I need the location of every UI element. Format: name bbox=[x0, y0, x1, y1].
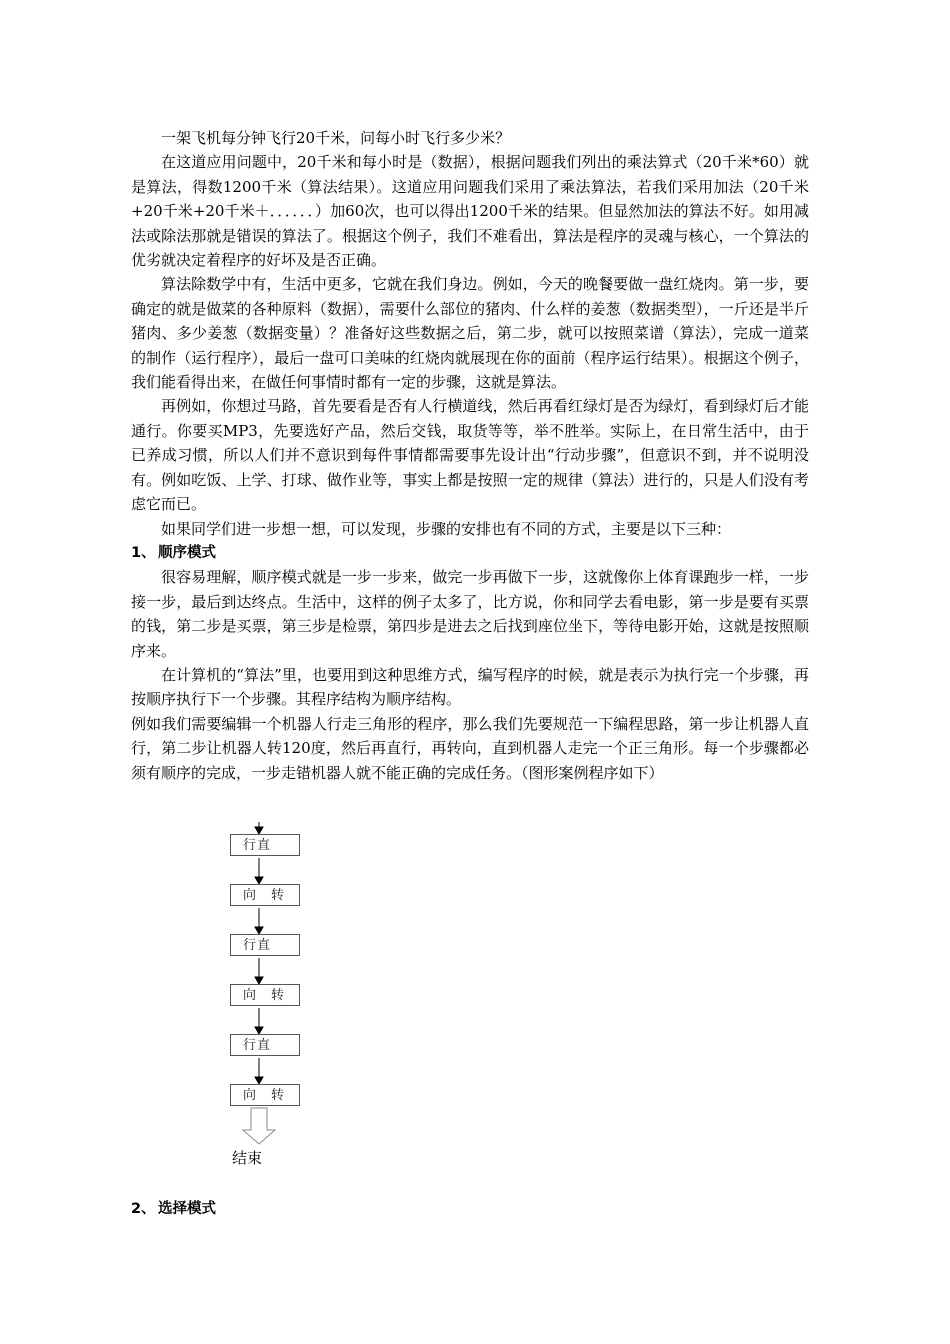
arrow-head-icon bbox=[255, 827, 263, 834]
arrow-head-icon bbox=[255, 977, 263, 984]
paragraph-question: 一架飞机每分钟飞行20千米，问每小时飞行多少米？ bbox=[161, 129, 511, 147]
section-1-title: 顺序模式 bbox=[158, 544, 216, 561]
flow-end-label: 结束 bbox=[232, 1149, 263, 1167]
paragraph-explanation: 在这道应用问题中，20千米和每小时是（数据），根据问题我们列出的乘法算式（20千米*60）就是算法，得数1200千米（算法结果）。这道应用问题我们采用了乘法算法，若我们采用加法（20千米+20千米+20千米＋．．．．．．）加60次，也可以得出1200千米的结果。但显然加法的算法不好。如用减法或除法那就是错误的算法了。根据这个例子，我们不难看出，算法是程序的灵魂与核心，一个算法的优劣就决定着程序的好坏及是否正确。 bbox=[131, 153, 809, 270]
paragraph-cooking-example: 算法除数学中有，生活中更多，它就在我们身边。例如，今天的晚餐要做一盘红烧肉。第一步，要确定的就是做菜的各种原料（数据），需要什么部位的猪肉、什么样的姜葱（数据类型），一斤还是半斤猪肉、多少姜葱（数据变量）？准备好这些数据之后，第二步，就可以按照菜谱（算法），完成一道菜的制作（运行程序），最后一盘可口美味的红烧肉就展现在你的面前（程序运行结果）。根据这个例子，我们能看得出来，在做任何事情时都有一定的步骤，这就是算法。 bbox=[131, 275, 809, 392]
section-1-number: 1、 bbox=[131, 544, 156, 561]
arrow-head-icon bbox=[255, 1077, 263, 1084]
flow-step-turn: 向 转 bbox=[230, 984, 300, 1006]
flow-step-go-straight: 行直 bbox=[230, 1034, 300, 1056]
paragraph-sequence-intro: 很容易理解，顺序模式就是一步一步来，做完一步再做下一步，这就像你上体育课跑步一样，一步接一步，最后到达终点。生活中，这样的例子太多了，比方说，你和同学去看电影，第一步是要有买票的钱，第二步是买票，第三步是检票，第四步是进去之后找到座位坐下，等待电影开始，这就是按照顺序来。 bbox=[131, 568, 809, 660]
arrow-head-icon bbox=[255, 927, 263, 934]
section-2-title: 选择模式 bbox=[158, 1201, 216, 1217]
section-2-number: 2、 bbox=[131, 1201, 156, 1217]
arrow-head-icon bbox=[255, 877, 263, 884]
sequence-flowchart bbox=[228, 822, 338, 1172]
end-arrow-icon bbox=[243, 1108, 275, 1144]
section-1-heading bbox=[131, 541, 809, 565]
paragraph-robot-example: 例如我们需要编辑一个机器人行走三角形的程序，那么我们先要规范一下编程思路，第一步让机器人直行，第二步让机器人转120度，然后再直行，再转向，直到机器人走完一个正三角形。每一个步骤都必须有顺序的完成，一步走错机器人就不能正确的完成任务。（图形案例程序如下） bbox=[131, 714, 809, 782]
paragraph-road-example: 再例如，你想过马路，首先要看是否有人行横道线，然后再看红绿灯是否为绿灯，看到绿灯后才能通行。你要买MP3，先要选好产品，然后交钱，取货等等，举不胜举。实际上，在日常生活中，由于已养成习惯，所以人们并不意识到每件事情都需要事先设计出“行动步骤”，但意识不到，并不说明没有。例如吃饭、上学、打球、做作业等，事实上都是按照一定的规律（算法）进行的，只是人们没有考虑它而已。 bbox=[131, 397, 809, 514]
flow-step-go-straight: 行直 bbox=[230, 834, 300, 856]
flow-step-turn: 向 转 bbox=[230, 1084, 300, 1106]
section-2-heading bbox=[131, 1197, 216, 1218]
paragraph-three-modes: 如果同学们进一步想一想，可以发现，步骤的安排也有不同的方式，主要是以下三种： bbox=[161, 519, 732, 538]
flow-step-go-straight: 行直 bbox=[230, 934, 300, 956]
paragraph-sequence-computer: 在计算机的“算法”里，也要用到这种思维方式，编写程序的时候，就是表示为执行完一个步骤，再按顺序执行下一个步骤。其程序结构为顺序结构。 bbox=[131, 665, 809, 709]
document-body bbox=[131, 126, 809, 785]
flow-step-turn: 向 转 bbox=[230, 884, 300, 906]
arrow-head-icon bbox=[255, 1027, 263, 1034]
